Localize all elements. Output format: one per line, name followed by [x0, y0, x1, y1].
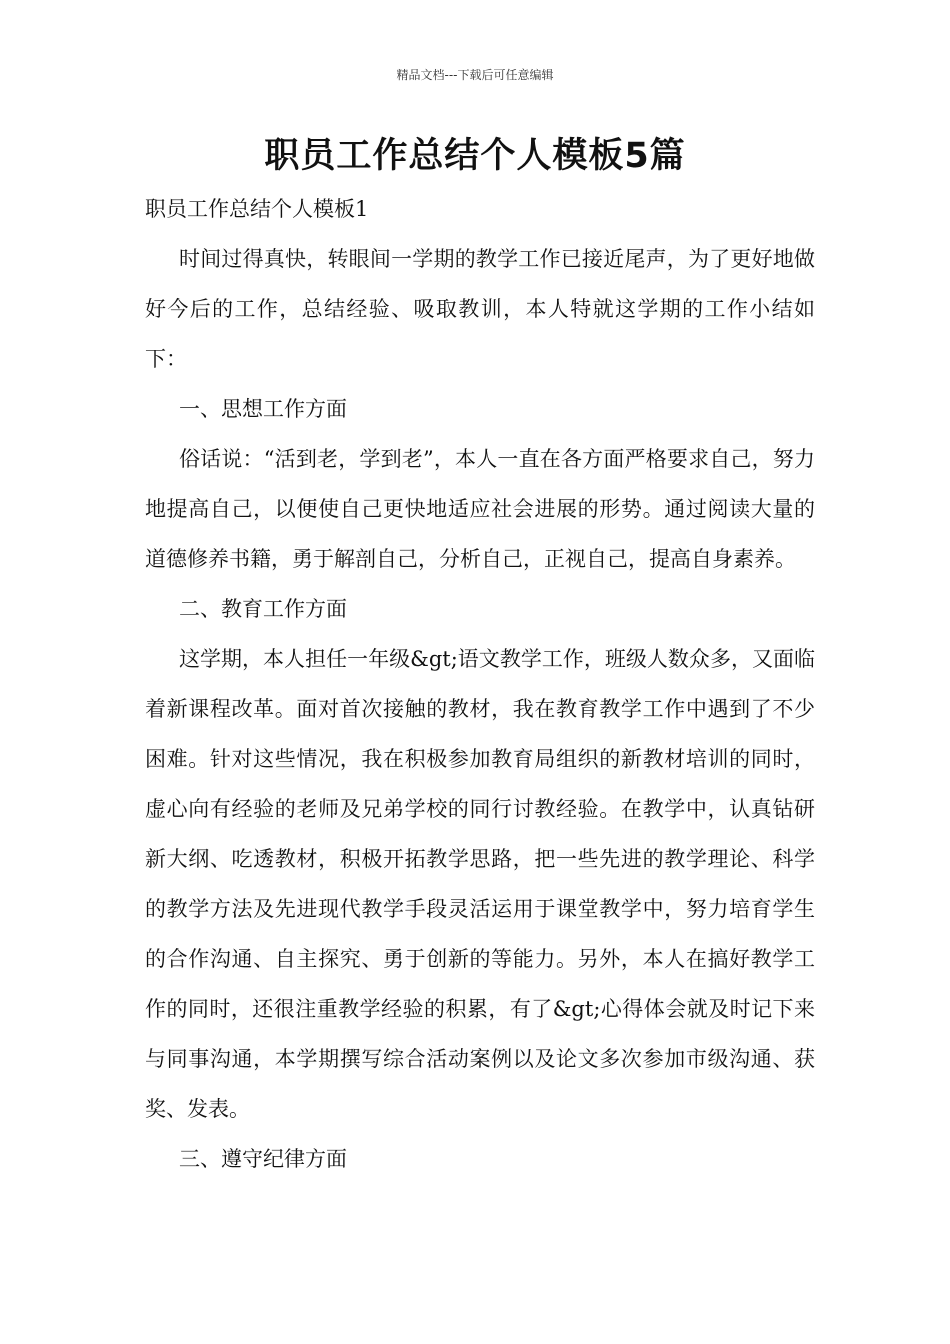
document-title: 职员工作总结个人模板5篇: [264, 136, 686, 176]
section-heading-2: 二、教育工作方面: [179, 597, 347, 621]
section-heading-3: 三、遵守纪律方面: [179, 1147, 347, 1171]
intro-paragraph: 时间过得真快，转眼间一学期的教学工作已接近尾声，为了更好地做好今后的工作，总结经验、吸取教训，本人特就这学期的工作小结如下：: [145, 247, 815, 371]
page-header-note: 精品文档---下载后可任意编辑: [396, 68, 554, 82]
paragraph-ideology: 俗话说：“活到老，学到老”，本人一直在各方面严格要求自己，努力地提高自己，以便使自己更快地适应社会进展的形势。通过阅读大量的道德修养书籍，勇于解剖自己，分析自己，正视自己，提高自身素养。: [145, 447, 815, 571]
section-heading-1: 一、思想工作方面: [179, 397, 347, 421]
paragraph-education: 这学期，本人担任一年级&gt;语文教学工作，班级人数众多，又面临着新课程改革。面对首次接触的教材，我在教育教学工作中遇到了不少困难。针对这些情况，我在积极参加教育局组织的新教材培训的同时，虚心向有经验的老师及兄弟学校的同行讨教经验。在教学中，认真钻研新大纲、吃透教材，积极开拓教学思路，把一些先进的教学理论、科学的教学方法及先进现代教学手段灵活运用于课堂教学中，努力培育学生的合作沟通、自主探究、勇于创新的等能力。另外，本人在搞好教学工作的同时，还很注重教学经验的积累，有了&gt;心得体会就及时记下来与同事沟通，本学期撰写综合活动案例以及论文多次参加市级沟通、获奖、发表。: [145, 647, 815, 1121]
document-body: [145, 184, 815, 1184]
section-subtitle: 职员工作总结个人模板1: [145, 197, 369, 221]
